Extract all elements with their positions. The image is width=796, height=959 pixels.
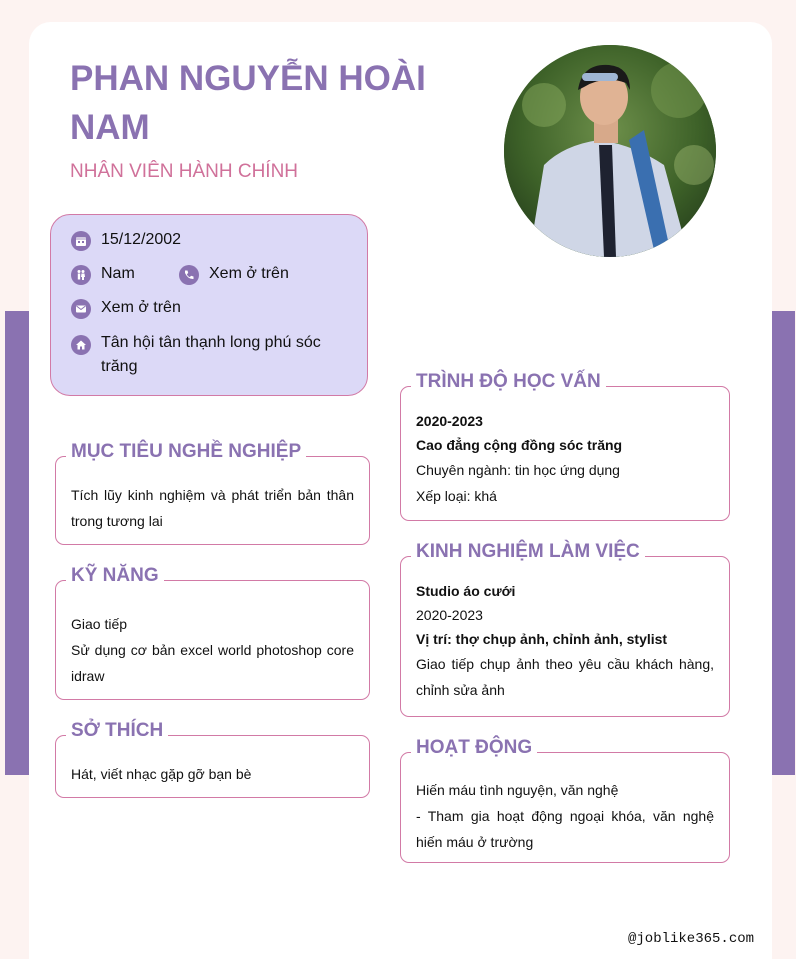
objective-section [55,441,370,545]
phone-icon [179,265,199,285]
home-icon [71,335,91,355]
email-value: Xem ở trên [101,299,181,316]
education-school: Cao đẳng cộng đồng sóc trăng [416,437,623,453]
education-title: TRÌNH ĐỘ HỌC VẤN [411,371,606,393]
watermark: @joblike365.com [628,931,755,947]
activity-item: - Tham gia hoạt động ngoại khóa, văn nghệ hiến máu ở trường [416,808,714,850]
right-decor-band [772,311,795,775]
calendar-icon [71,231,91,251]
skills-section [55,565,370,700]
address-value: Tân hội tân thạnh long phú sóc trăng [101,334,321,375]
experience-company: Studio áo cưới [416,583,516,599]
experience-period: 2020-2023 [416,607,483,623]
avatar [504,45,716,257]
birthday-row [71,231,181,251]
hobbies-title: SỞ THÍCH [66,720,168,742]
objective-text: Tích lũy kinh nghiệm và phát triển bản thân trong tương lai [71,487,354,529]
job-title: NHÂN VIÊN HÀNH CHÍNH [70,161,299,182]
education-grade: Xếp loại: khá [416,488,497,504]
phone-row [179,265,289,285]
education-period: 2020-2023 [416,413,483,429]
gender-value: Nam [101,265,135,282]
skill-item: Sử dụng cơ bản excel world photoshop core idraw [71,642,354,684]
experience-description: Giao tiếp chụp ảnh theo yêu cầu khách hàng, chỉnh sửa ảnh [416,656,714,698]
activities-section [400,737,730,863]
address-row [71,333,341,379]
phone-value: Xem ở trên [209,265,289,282]
activity-item: Hiến máu tình nguyện, văn nghệ [416,782,619,798]
email-row [71,299,181,319]
objective-title: MỤC TIÊU NGHỀ NGHIỆP [66,441,306,463]
hobbies-text: Hát, viết nhạc gặp gỡ bạn bè [71,766,252,782]
activities-title: HOẠT ĐỘNG [411,737,537,759]
education-major: Chuyên ngành: tin học ứng dụng [416,462,620,478]
left-decor-band [5,311,29,775]
birthday-value: 15/12/2002 [101,231,182,248]
experience-position: Vị trí: thợ chụp ảnh, chỉnh ảnh, stylist [416,631,668,647]
education-section [400,371,730,521]
skill-item: Giao tiếp [71,616,128,632]
mail-icon [71,299,91,319]
experience-title: KINH NGHIỆM LÀM VIỆC [411,541,645,563]
gender-icon [71,265,91,285]
gender-row [71,265,135,285]
candidate-name: PHAN NGUYỄN HOÀI NAM [70,59,426,147]
skills-title: KỸ NĂNG [66,565,164,587]
hobbies-section [55,720,370,798]
experience-section [400,541,730,717]
